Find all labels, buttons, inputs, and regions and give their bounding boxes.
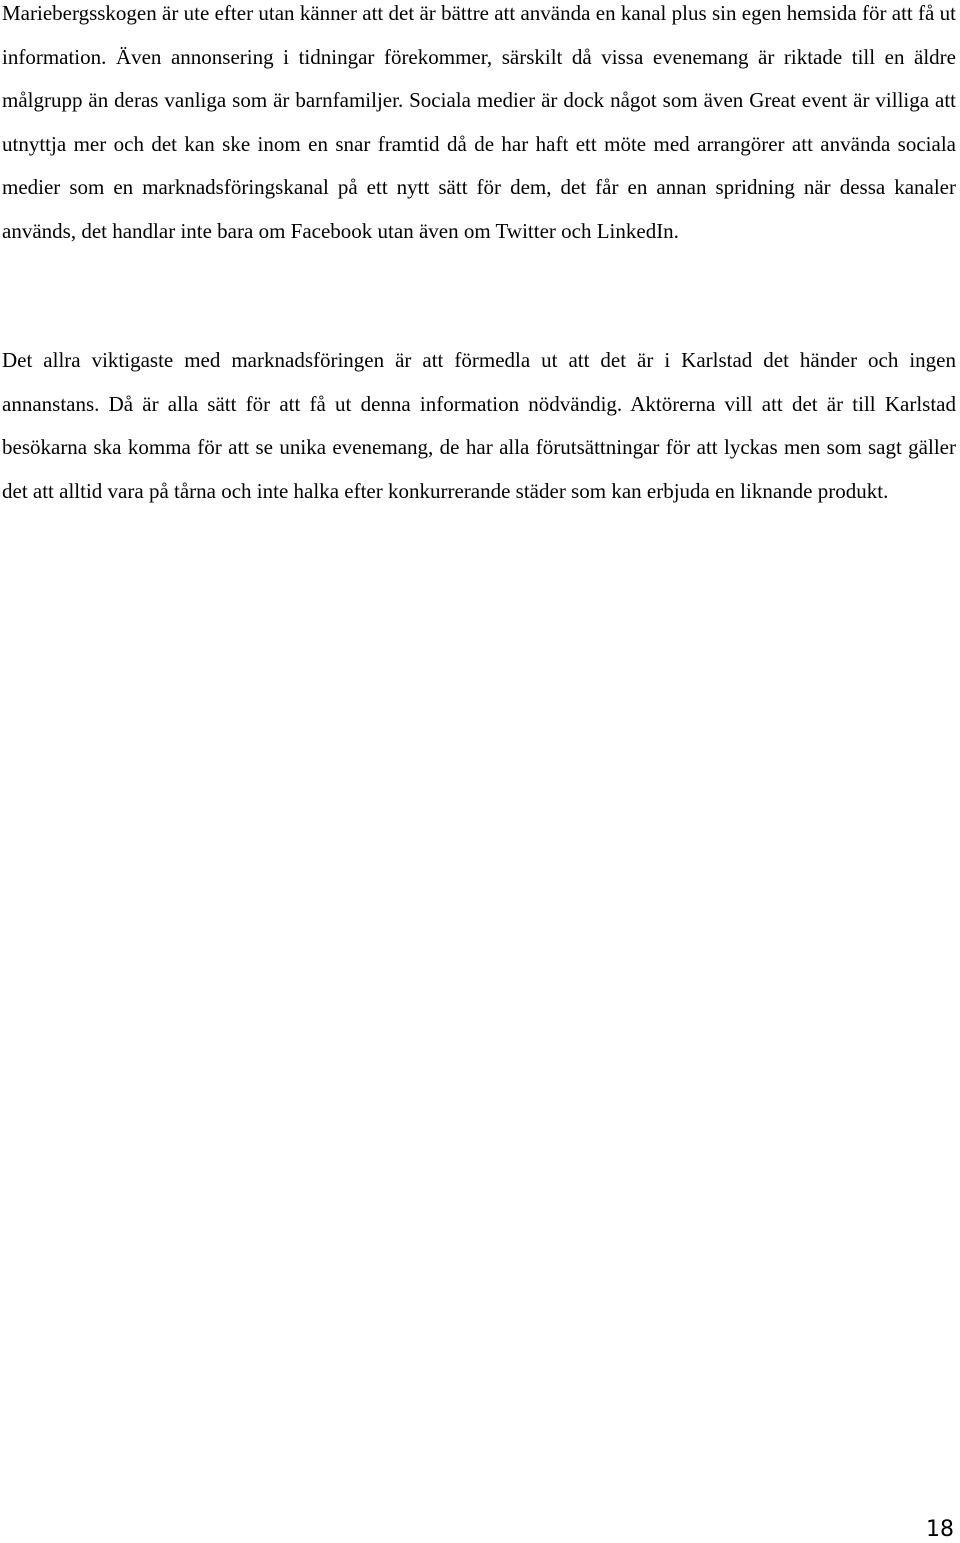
page-number: 18 [926, 1517, 954, 1542]
body-paragraph-2: Det allra viktigaste med marknadsföringen är att förmedla ut att det är i Karlstad det händer och ingen annanstans. Då är alla sätt för att få ut denna information nödvändig. Aktörerna vill att det är till Karlstad besökarna ska komma för att se unika evenemang, de har alla förutsättningar för att lyckas men som sagt gäller det att alltid vara på tårna och inte halka efter konkurrerande städer som kan erbjuda en liknande produkt. [2, 348, 956, 503]
body-paragraph-1: Mariebergsskogen är ute efter utan känner att det är bättre att använda en kanal plus sin egen hemsida för att få ut information. Även annonsering i tidningar förekommer, särskilt då vissa evenemang är riktade till en äldre målgrupp än deras vanliga som är barnfamiljer. Sociala medier är dock något som även Great event är villiga att utnyttja mer och det kan ske inom en snar framtid då de har haft ett möte med arrangörer att använda sociala medier som en marknadsföringskanal på ett nytt sätt för dem, det får en annan spridning när dessa kanaler används, det handlar inte bara om Facebook utan även om Twitter och LinkedIn. [2, 1, 956, 243]
